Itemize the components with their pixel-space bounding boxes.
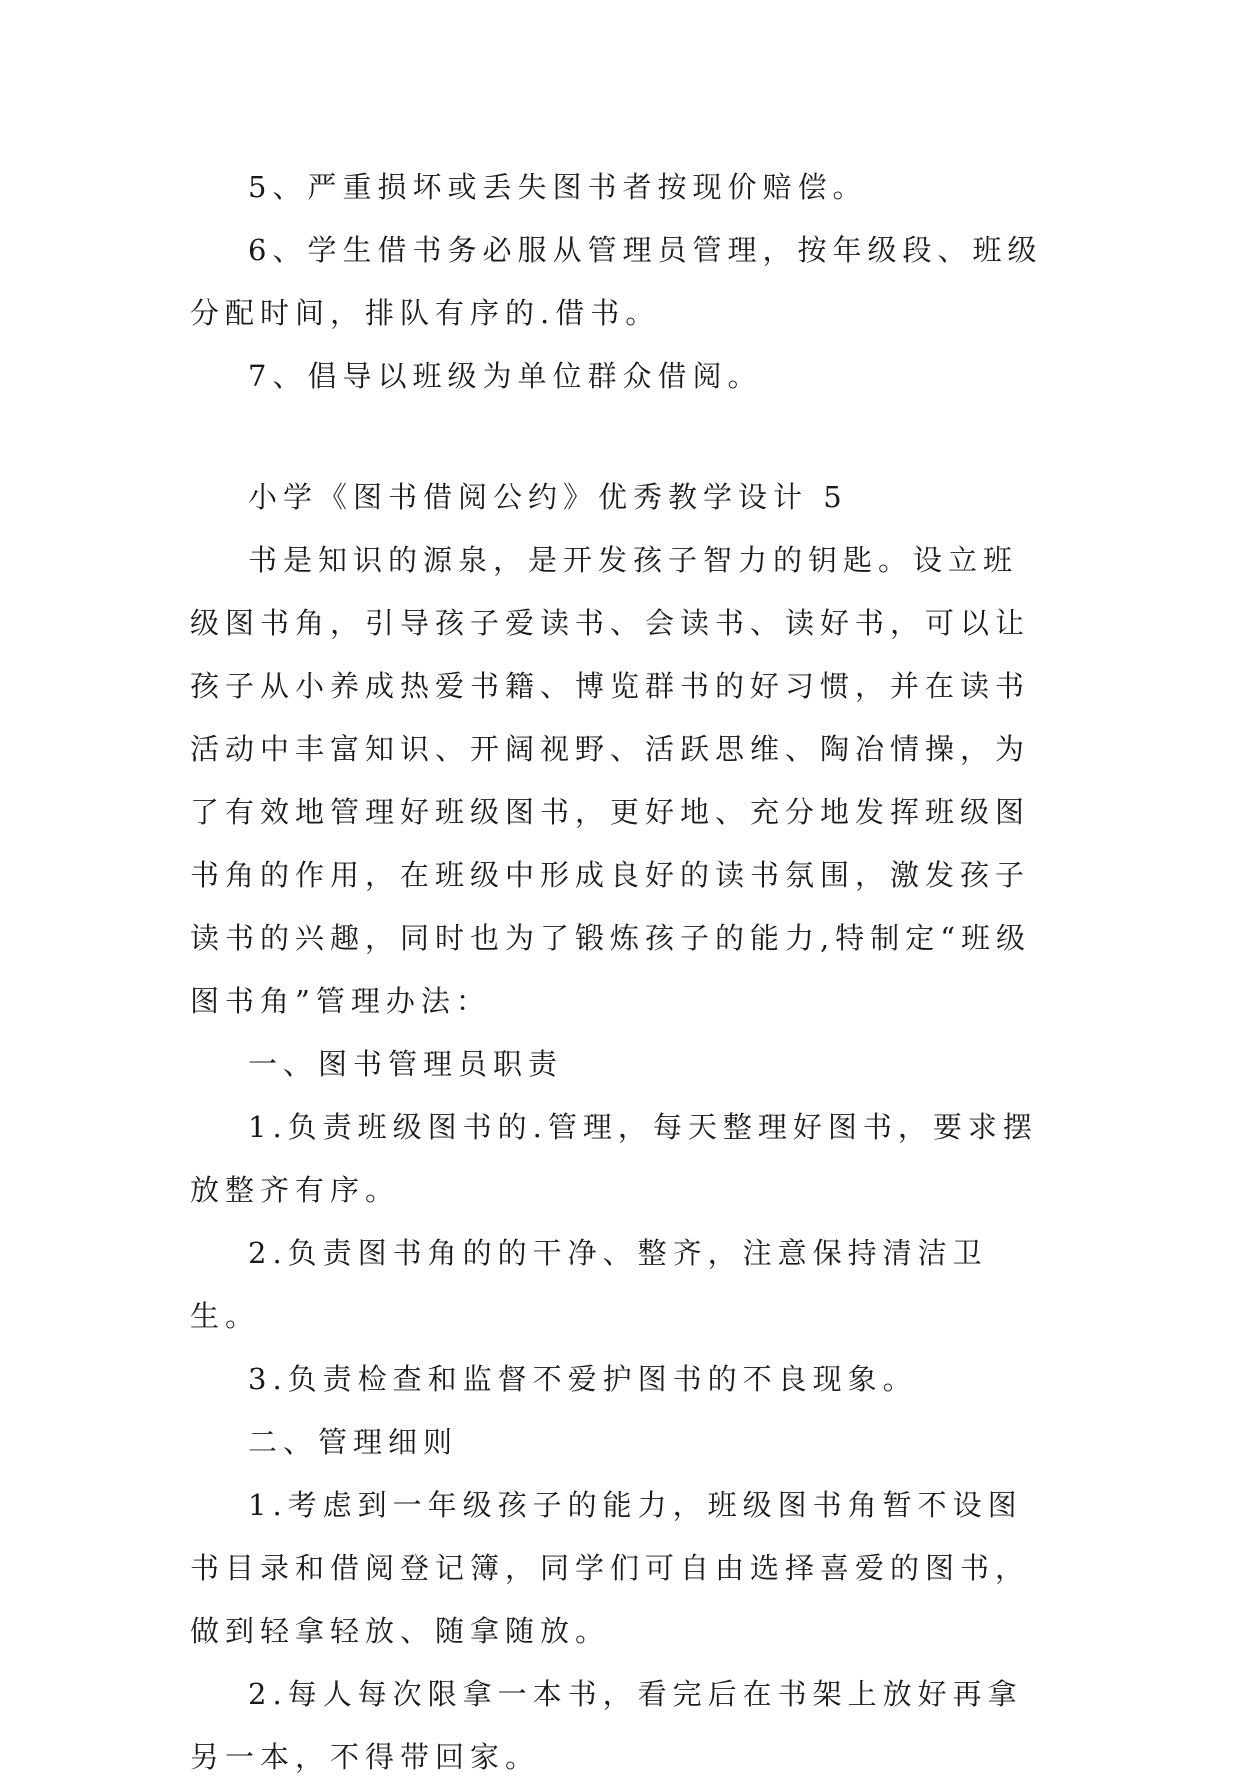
section-gap: [190, 408, 1050, 466]
heading-management-rules: 二、管理细则: [248, 1425, 459, 1459]
rule-7-paragraph: 7、倡导以班级为单位群众借阅。: [248, 359, 763, 393]
document-body: [190, 156, 1050, 1789]
duty-2-paragraph: 2.负责图书角的的干净、整齐，注意保持清洁卫生。: [190, 1236, 988, 1333]
duty-1-paragraph: 1.负责班级图书的.管理，每天整理好图书，要求摆放整齐有序。: [190, 1110, 1038, 1207]
intro-paragraph: 书是知识的源泉，是开发孩子智力的钥匙。设立班级图书角，引导孩子爱读书、会读书、读好书，可以让孩子从小养成热爱书籍、博览群书的好习惯，并在读书活动中丰富知识、开阔视野、活跃思维、陶冶情操，为了有效地管理好班级图书，更好地、充分地发挥班级图书角的作用，在班级中形成良好的读书氛围，激发孩子读书的兴趣，同时也为了锻炼孩子的能力,特制定“班级图书角”管理办法：: [190, 543, 1032, 1018]
heading-librarian-duties: 一、图书管理员职责: [248, 1047, 564, 1081]
rule-detail-2-paragraph: 2.每人每次限拿一本书，看完后在书架上放好再拿另一本，不得带回家。: [190, 1677, 1023, 1774]
rule-5-paragraph: 5、严重损坏或丢失图书者按现价赔偿。: [248, 170, 868, 204]
duty-3-paragraph: 3.负责检查和监督不爱护图书的不良现象。: [248, 1362, 918, 1396]
rule-detail-1-paragraph: 1.考虑到一年级孩子的能力，班级图书角暂不设图书目录和借阅登记簿，同学们可自由选择喜爱的图书，做到轻拿轻放、随拿随放。: [190, 1488, 1031, 1648]
section-title: 小学《图书借阅公约》优秀教学设计 5: [248, 480, 848, 514]
rule-6-paragraph: 6、学生借书务必服从管理员管理，按年级段、班级分配时间，排队有序的.借书。: [190, 233, 1043, 330]
